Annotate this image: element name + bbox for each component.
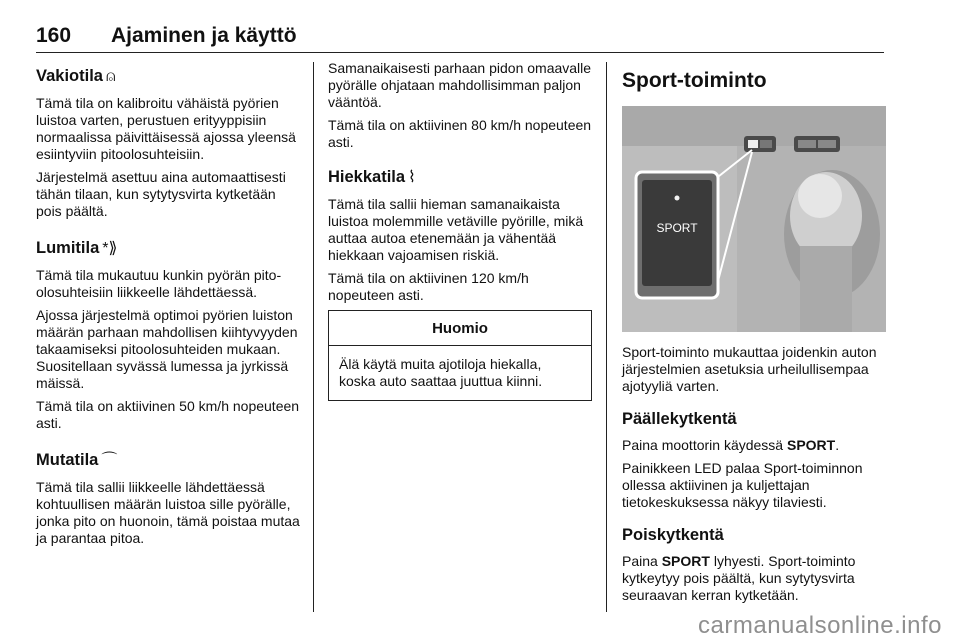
paragraph: Paina SPORT lyhyesti. Sport-toiminto kytkeytyy pois päältä, kun sytytysvirta seuraavan kerran kytketään. xyxy=(622,553,856,603)
note-text: Älä käytä muita ajotiloja hiekalla, koska auto saattaa juuttua kiinni. xyxy=(339,356,543,389)
column-1 xyxy=(36,60,304,553)
section-heading-poiskytkenta: Poiskytkentä xyxy=(622,526,724,544)
page-title: Ajaminen ja käyttö xyxy=(111,24,297,47)
paragraph: Ajossa järjestelmä optimoi pyörien luiston määrän parhaan mahdollisen kiihtyvyyden takaamiseksi pitoolosuhteiden mukaan. Suositellaan syvässä lumessa ja jyrkissä mäissä. xyxy=(36,307,298,391)
snow-mode-icon: *⟫ xyxy=(102,240,118,257)
paragraph: Samanaikaisesti parhaan pidon omaavalle pyörälle ohjataan mahdollisimman paljon vääntöä. xyxy=(328,60,592,110)
section-heading-mutatila: Mutatila ⌒ xyxy=(36,451,118,469)
column-divider xyxy=(606,62,607,612)
standard-mode-icon: ⍝ xyxy=(105,68,116,85)
section-heading-hiekkatila: Hiekkatila ⌇ xyxy=(328,168,416,186)
paragraph: Tämä tila sallii liikkeelle lähdettäessä kohtuullisen määrän luistoa sille pyörälle, jonka pito on huonoin, tämä poistaa mutaa ja parantaa pitoa. xyxy=(36,479,300,546)
paragraph: Tämä tila on aktiivinen 80 km/h nopeuteen asti. xyxy=(328,117,592,150)
section-heading-vakiotila: Vakiotila ⍝ xyxy=(36,67,116,85)
note-box xyxy=(328,310,592,401)
section-heading-paallekytkenta: Päällekytkentä xyxy=(622,410,737,428)
paragraph: Sport-toiminto mukauttaa joidenkin auton järjestelmien asetuksia urheilullisempaa ajotyyliä varten. xyxy=(622,344,877,394)
paragraph: Tämä tila on kalibroitu vähäistä pyörien luistoa varten, perustuen erityyppisiin normaalissa päivittäisessä ajossa yleensä esiintyviin pitoolosuhteisiin. xyxy=(36,95,296,162)
mud-mode-icon: ⌒ xyxy=(101,452,118,469)
paragraph: Painikkeen LED palaa Sport-toiminnon ollessa aktiivinen ja kuljettajan tietokeskuksessa näkyy tilaviesti. xyxy=(622,460,863,510)
paragraph: Tämä tila mukautuu kunkin pyörän pito-olosuhteisiin liikkeelle lähdettäessä. xyxy=(36,267,282,300)
sport-button-label: SPORT xyxy=(656,221,698,235)
column-divider xyxy=(313,62,314,612)
column-2 xyxy=(328,60,592,401)
paragraph: Paina moottorin käydessä SPORT. xyxy=(622,437,840,453)
paragraph: Tämä tila on aktiivinen 120 km/h nopeuteen asti. xyxy=(328,270,529,303)
paragraph: Tämä tila on aktiivinen 50 km/h nopeuteen asti. xyxy=(36,398,300,431)
note-title: Huomio xyxy=(329,311,591,346)
watermark: carmanualsonline.info xyxy=(698,612,942,639)
sand-mode-icon: ⌇ xyxy=(408,169,416,186)
page-header xyxy=(36,22,884,53)
section-heading-lumitila: Lumitila *⟫ xyxy=(36,239,118,257)
section-heading-sport: Sport-toiminto xyxy=(622,69,767,92)
sport-button-photo xyxy=(622,106,886,332)
column-3 xyxy=(622,60,886,610)
page-number: 160 xyxy=(36,24,72,47)
paragraph: Tämä tila sallii hieman samanaikaista luistoa molemmille vetäville pyörille, mikä auttaa autoa etenemään ja vähentää hiekkaan vajoamisen riskiä. xyxy=(328,196,584,263)
paragraph: Järjestelmä asettuu aina automaattisesti tähän tilaan, kun sytytysvirta kytketään pois päältä. xyxy=(36,169,286,219)
